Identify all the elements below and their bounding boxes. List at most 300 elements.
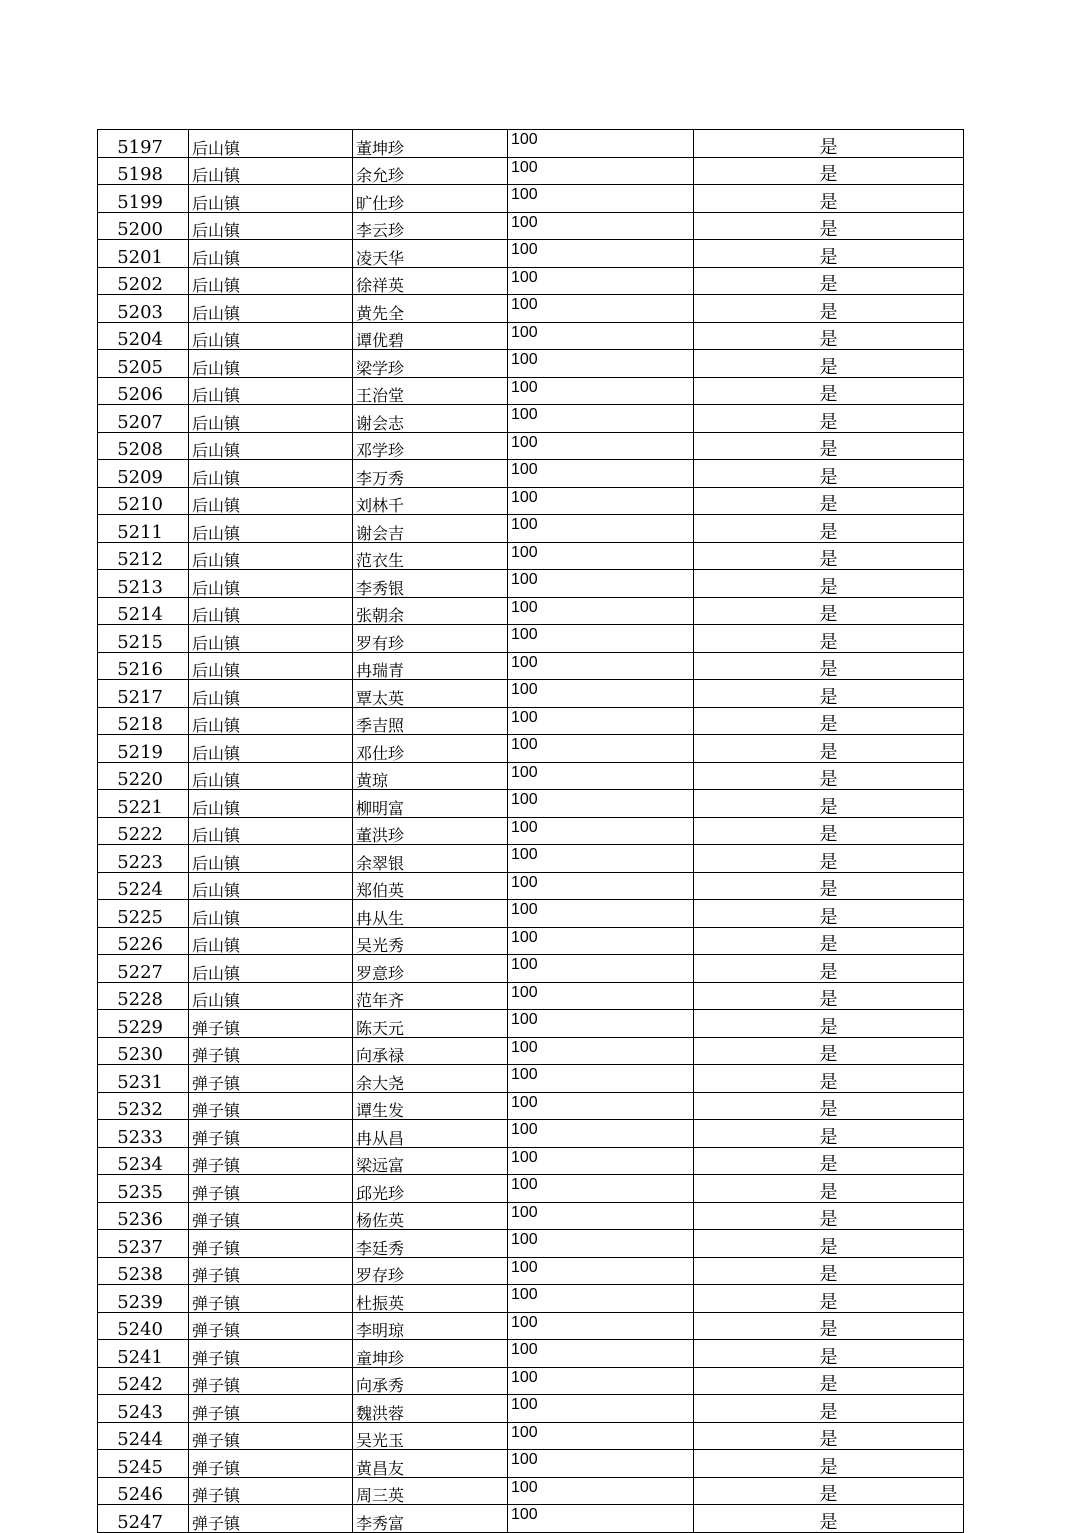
row-number-cell: 5198	[98, 157, 189, 185]
status-cell: 是	[694, 377, 964, 405]
table-row	[98, 267, 964, 295]
person-name-cell: 邓学珍	[353, 432, 508, 460]
row-number-cell: 5230	[98, 1037, 189, 1065]
person-name-cell: 邱光珍	[353, 1175, 508, 1203]
town-cell: 弹子镇	[189, 1367, 353, 1395]
town-cell: 后山镇	[189, 652, 353, 680]
row-number-cell: 5225	[98, 900, 189, 928]
row-number-cell: 5237	[98, 1230, 189, 1258]
town-cell: 弹子镇	[189, 1312, 353, 1340]
amount-cell: 100	[508, 927, 694, 955]
person-name-cell: 冉瑞青	[353, 652, 508, 680]
status-cell: 是	[694, 322, 964, 350]
row-number-cell: 5213	[98, 570, 189, 598]
row-number-cell: 5240	[98, 1312, 189, 1340]
person-name-cell: 余翠银	[353, 845, 508, 873]
row-number-cell: 5221	[98, 790, 189, 818]
table-row	[98, 460, 964, 488]
status-cell: 是	[694, 597, 964, 625]
table-row	[98, 652, 964, 680]
status-cell: 是	[694, 1230, 964, 1258]
row-number-cell: 5241	[98, 1340, 189, 1368]
amount-cell: 100	[508, 460, 694, 488]
status-cell: 是	[694, 927, 964, 955]
town-cell: 后山镇	[189, 487, 353, 515]
amount-cell: 100	[508, 1092, 694, 1120]
person-name-cell: 刘林千	[353, 487, 508, 515]
status-cell: 是	[694, 1395, 964, 1423]
amount-cell: 100	[508, 1147, 694, 1175]
town-cell: 后山镇	[189, 570, 353, 598]
status-cell: 是	[694, 982, 964, 1010]
table-row	[98, 130, 964, 158]
person-name-cell: 王治堂	[353, 377, 508, 405]
table-row	[98, 1010, 964, 1038]
table-row	[98, 322, 964, 350]
status-cell: 是	[694, 515, 964, 543]
status-cell: 是	[694, 955, 964, 983]
status-cell: 是	[694, 487, 964, 515]
row-number-cell: 5216	[98, 652, 189, 680]
row-number-cell: 5223	[98, 845, 189, 873]
amount-cell: 100	[508, 350, 694, 378]
town-cell: 弹子镇	[189, 1175, 353, 1203]
amount-cell: 100	[508, 130, 694, 158]
town-cell: 后山镇	[189, 845, 353, 873]
town-cell: 后山镇	[189, 130, 353, 158]
person-name-cell: 梁学珍	[353, 350, 508, 378]
table-row	[98, 295, 964, 323]
amount-cell: 100	[508, 1010, 694, 1038]
amount-cell: 100	[508, 1202, 694, 1230]
status-cell: 是	[694, 570, 964, 598]
person-name-cell: 吴光玉	[353, 1422, 508, 1450]
table-row	[98, 845, 964, 873]
amount-cell: 100	[508, 900, 694, 928]
person-name-cell: 冉从昌	[353, 1120, 508, 1148]
status-cell: 是	[694, 625, 964, 653]
amount-cell: 100	[508, 1505, 694, 1533]
table-row	[98, 1230, 964, 1258]
row-number-cell: 5210	[98, 487, 189, 515]
row-number-cell: 5246	[98, 1477, 189, 1505]
person-name-cell: 罗意珍	[353, 955, 508, 983]
person-name-cell: 向承禄	[353, 1037, 508, 1065]
status-cell: 是	[694, 130, 964, 158]
town-cell: 弹子镇	[189, 1257, 353, 1285]
person-name-cell: 李秀银	[353, 570, 508, 598]
town-cell: 弹子镇	[189, 1010, 353, 1038]
amount-cell: 100	[508, 762, 694, 790]
table-row	[98, 790, 964, 818]
person-name-cell: 邓仕珍	[353, 735, 508, 763]
table-row	[98, 185, 964, 213]
status-cell: 是	[694, 680, 964, 708]
town-cell: 后山镇	[189, 157, 353, 185]
row-number-cell: 5238	[98, 1257, 189, 1285]
amount-cell: 100	[508, 1120, 694, 1148]
town-cell: 后山镇	[189, 240, 353, 268]
status-cell: 是	[694, 460, 964, 488]
amount-cell: 100	[508, 240, 694, 268]
status-cell: 是	[694, 1505, 964, 1533]
person-name-cell: 陈天元	[353, 1010, 508, 1038]
row-number-cell: 5214	[98, 597, 189, 625]
person-name-cell: 季吉照	[353, 707, 508, 735]
town-cell: 弹子镇	[189, 1147, 353, 1175]
table-body	[98, 130, 964, 1533]
amount-cell: 100	[508, 1450, 694, 1478]
table-row	[98, 982, 964, 1010]
amount-cell: 100	[508, 1340, 694, 1368]
status-cell: 是	[694, 1257, 964, 1285]
row-number-cell: 5244	[98, 1422, 189, 1450]
person-name-cell: 黄昌友	[353, 1450, 508, 1478]
person-name-cell: 杨佐英	[353, 1202, 508, 1230]
amount-cell: 100	[508, 295, 694, 323]
table-row	[98, 680, 964, 708]
person-name-cell: 余允珍	[353, 157, 508, 185]
table-row	[98, 405, 964, 433]
town-cell: 后山镇	[189, 625, 353, 653]
table-row	[98, 157, 964, 185]
table-row	[98, 1477, 964, 1505]
town-cell: 弹子镇	[189, 1092, 353, 1120]
status-cell: 是	[694, 1092, 964, 1120]
table-row	[98, 487, 964, 515]
amount-cell: 100	[508, 680, 694, 708]
person-name-cell: 向承秀	[353, 1367, 508, 1395]
person-name-cell: 周三英	[353, 1477, 508, 1505]
row-number-cell: 5226	[98, 927, 189, 955]
amount-cell: 100	[508, 185, 694, 213]
status-cell: 是	[694, 157, 964, 185]
town-cell: 后山镇	[189, 680, 353, 708]
town-cell: 后山镇	[189, 542, 353, 570]
town-cell: 后山镇	[189, 212, 353, 240]
status-cell: 是	[694, 652, 964, 680]
amount-cell: 100	[508, 845, 694, 873]
table-row	[98, 1367, 964, 1395]
town-cell: 后山镇	[189, 460, 353, 488]
town-cell: 后山镇	[189, 900, 353, 928]
status-cell: 是	[694, 432, 964, 460]
person-name-cell: 李明琼	[353, 1312, 508, 1340]
amount-cell: 100	[508, 707, 694, 735]
status-cell: 是	[694, 735, 964, 763]
table-row	[98, 377, 964, 405]
status-cell: 是	[694, 542, 964, 570]
status-cell: 是	[694, 1147, 964, 1175]
amount-cell: 100	[508, 597, 694, 625]
person-name-cell: 董洪珍	[353, 817, 508, 845]
table-row	[98, 707, 964, 735]
table-row	[98, 350, 964, 378]
person-name-cell: 李云珍	[353, 212, 508, 240]
row-number-cell: 5217	[98, 680, 189, 708]
town-cell: 后山镇	[189, 295, 353, 323]
person-name-cell: 李万秀	[353, 460, 508, 488]
amount-cell: 100	[508, 405, 694, 433]
person-name-cell: 凌天华	[353, 240, 508, 268]
person-name-cell: 李廷秀	[353, 1230, 508, 1258]
row-number-cell: 5199	[98, 185, 189, 213]
amount-cell: 100	[508, 1037, 694, 1065]
row-number-cell: 5232	[98, 1092, 189, 1120]
amount-cell: 100	[508, 1312, 694, 1340]
table-row	[98, 735, 964, 763]
row-number-cell: 5234	[98, 1147, 189, 1175]
amount-cell: 100	[508, 377, 694, 405]
table-row	[98, 432, 964, 460]
amount-cell: 100	[508, 267, 694, 295]
town-cell: 后山镇	[189, 927, 353, 955]
row-number-cell: 5211	[98, 515, 189, 543]
row-number-cell: 5222	[98, 817, 189, 845]
amount-cell: 100	[508, 652, 694, 680]
table-row	[98, 1202, 964, 1230]
amount-cell: 100	[508, 570, 694, 598]
status-cell: 是	[694, 240, 964, 268]
table-row	[98, 1312, 964, 1340]
status-cell: 是	[694, 817, 964, 845]
status-cell: 是	[694, 1010, 964, 1038]
row-number-cell: 5202	[98, 267, 189, 295]
row-number-cell: 5200	[98, 212, 189, 240]
row-number-cell: 5235	[98, 1175, 189, 1203]
row-number-cell: 5236	[98, 1202, 189, 1230]
table-row	[98, 542, 964, 570]
person-name-cell: 童坤珍	[353, 1340, 508, 1368]
table-row	[98, 1505, 964, 1533]
row-number-cell: 5215	[98, 625, 189, 653]
row-number-cell: 5197	[98, 130, 189, 158]
person-name-cell: 旷仕珍	[353, 185, 508, 213]
table-row	[98, 515, 964, 543]
status-cell: 是	[694, 350, 964, 378]
person-name-cell: 吴光秀	[353, 927, 508, 955]
town-cell: 后山镇	[189, 515, 353, 543]
amount-cell: 100	[508, 212, 694, 240]
town-cell: 弹子镇	[189, 1065, 353, 1093]
row-number-cell: 5242	[98, 1367, 189, 1395]
table-row	[98, 240, 964, 268]
town-cell: 弹子镇	[189, 1477, 353, 1505]
status-cell: 是	[694, 900, 964, 928]
table-row	[98, 1175, 964, 1203]
table-row	[98, 762, 964, 790]
town-cell: 后山镇	[189, 377, 353, 405]
person-name-cell: 范年齐	[353, 982, 508, 1010]
amount-cell: 100	[508, 1422, 694, 1450]
person-name-cell: 范衣生	[353, 542, 508, 570]
town-cell: 后山镇	[189, 817, 353, 845]
amount-cell: 100	[508, 322, 694, 350]
row-number-cell: 5233	[98, 1120, 189, 1148]
person-name-cell: 谭生发	[353, 1092, 508, 1120]
status-cell: 是	[694, 762, 964, 790]
person-name-cell: 杜振英	[353, 1285, 508, 1313]
person-name-cell: 徐祥英	[353, 267, 508, 295]
table-row	[98, 597, 964, 625]
amount-cell: 100	[508, 1257, 694, 1285]
town-cell: 后山镇	[189, 955, 353, 983]
row-number-cell: 5205	[98, 350, 189, 378]
amount-cell: 100	[508, 982, 694, 1010]
amount-cell: 100	[508, 1395, 694, 1423]
status-cell: 是	[694, 1422, 964, 1450]
table-row	[98, 817, 964, 845]
town-cell: 弹子镇	[189, 1120, 353, 1148]
row-number-cell: 5209	[98, 460, 189, 488]
person-name-cell: 罗存珍	[353, 1257, 508, 1285]
person-name-cell: 谢会吉	[353, 515, 508, 543]
person-name-cell: 梁远富	[353, 1147, 508, 1175]
row-number-cell: 5224	[98, 872, 189, 900]
amount-cell: 100	[508, 872, 694, 900]
town-cell: 弹子镇	[189, 1285, 353, 1313]
amount-cell: 100	[508, 1477, 694, 1505]
town-cell: 弹子镇	[189, 1395, 353, 1423]
amount-cell: 100	[508, 625, 694, 653]
table-row	[98, 625, 964, 653]
row-number-cell: 5204	[98, 322, 189, 350]
table-row	[98, 1395, 964, 1423]
table-row	[98, 1340, 964, 1368]
row-number-cell: 5220	[98, 762, 189, 790]
amount-cell: 100	[508, 817, 694, 845]
table-row	[98, 1422, 964, 1450]
amount-cell: 100	[508, 157, 694, 185]
status-cell: 是	[694, 185, 964, 213]
town-cell: 弹子镇	[189, 1202, 353, 1230]
status-cell: 是	[694, 1120, 964, 1148]
table-row	[98, 955, 964, 983]
person-name-cell: 黄先全	[353, 295, 508, 323]
status-cell: 是	[694, 1340, 964, 1368]
table-row	[98, 1037, 964, 1065]
row-number-cell: 5212	[98, 542, 189, 570]
amount-cell: 100	[508, 542, 694, 570]
status-cell: 是	[694, 790, 964, 818]
person-name-cell: 魏洪蓉	[353, 1395, 508, 1423]
amount-cell: 100	[508, 1175, 694, 1203]
table-row	[98, 570, 964, 598]
table-row	[98, 927, 964, 955]
status-cell: 是	[694, 707, 964, 735]
town-cell: 后山镇	[189, 762, 353, 790]
person-name-cell: 张朝余	[353, 597, 508, 625]
person-name-cell: 冉从生	[353, 900, 508, 928]
town-cell: 弹子镇	[189, 1450, 353, 1478]
row-number-cell: 5243	[98, 1395, 189, 1423]
amount-cell: 100	[508, 790, 694, 818]
town-cell: 后山镇	[189, 350, 353, 378]
town-cell: 弹子镇	[189, 1422, 353, 1450]
person-name-cell: 谭优碧	[353, 322, 508, 350]
table-row	[98, 212, 964, 240]
table-row	[98, 1092, 964, 1120]
data-table	[97, 129, 964, 1533]
table-row	[98, 1147, 964, 1175]
person-name-cell: 罗有珍	[353, 625, 508, 653]
amount-cell: 100	[508, 1230, 694, 1258]
row-number-cell: 5245	[98, 1450, 189, 1478]
status-cell: 是	[694, 267, 964, 295]
town-cell: 后山镇	[189, 707, 353, 735]
town-cell: 弹子镇	[189, 1340, 353, 1368]
row-number-cell: 5239	[98, 1285, 189, 1313]
status-cell: 是	[694, 1450, 964, 1478]
town-cell: 弹子镇	[189, 1505, 353, 1533]
status-cell: 是	[694, 1065, 964, 1093]
amount-cell: 100	[508, 1065, 694, 1093]
town-cell: 后山镇	[189, 185, 353, 213]
table-row	[98, 1450, 964, 1478]
town-cell: 后山镇	[189, 872, 353, 900]
status-cell: 是	[694, 295, 964, 323]
row-number-cell: 5228	[98, 982, 189, 1010]
person-name-cell: 覃太英	[353, 680, 508, 708]
row-number-cell: 5208	[98, 432, 189, 460]
table-row	[98, 900, 964, 928]
person-name-cell: 董坤珍	[353, 130, 508, 158]
row-number-cell: 5231	[98, 1065, 189, 1093]
row-number-cell: 5247	[98, 1505, 189, 1533]
status-cell: 是	[694, 1312, 964, 1340]
status-cell: 是	[694, 1175, 964, 1203]
status-cell: 是	[694, 1202, 964, 1230]
amount-cell: 100	[508, 515, 694, 543]
row-number-cell: 5207	[98, 405, 189, 433]
town-cell: 后山镇	[189, 735, 353, 763]
status-cell: 是	[694, 845, 964, 873]
table-row	[98, 872, 964, 900]
row-number-cell: 5219	[98, 735, 189, 763]
table-row	[98, 1285, 964, 1313]
town-cell: 后山镇	[189, 405, 353, 433]
status-cell: 是	[694, 872, 964, 900]
town-cell: 后山镇	[189, 267, 353, 295]
row-number-cell: 5229	[98, 1010, 189, 1038]
town-cell: 后山镇	[189, 322, 353, 350]
amount-cell: 100	[508, 735, 694, 763]
row-number-cell: 5227	[98, 955, 189, 983]
row-number-cell: 5206	[98, 377, 189, 405]
table-row	[98, 1257, 964, 1285]
status-cell: 是	[694, 1477, 964, 1505]
row-number-cell: 5218	[98, 707, 189, 735]
amount-cell: 100	[508, 432, 694, 460]
status-cell: 是	[694, 1285, 964, 1313]
town-cell: 后山镇	[189, 982, 353, 1010]
amount-cell: 100	[508, 1285, 694, 1313]
person-name-cell: 柳明富	[353, 790, 508, 818]
person-name-cell: 李秀富	[353, 1505, 508, 1533]
status-cell: 是	[694, 212, 964, 240]
amount-cell: 100	[508, 1367, 694, 1395]
person-name-cell: 谢会志	[353, 405, 508, 433]
amount-cell: 100	[508, 487, 694, 515]
town-cell: 弹子镇	[189, 1037, 353, 1065]
amount-cell: 100	[508, 955, 694, 983]
status-cell: 是	[694, 1037, 964, 1065]
table-row	[98, 1065, 964, 1093]
person-name-cell: 余大尧	[353, 1065, 508, 1093]
person-name-cell: 郑伯英	[353, 872, 508, 900]
town-cell: 弹子镇	[189, 1230, 353, 1258]
status-cell: 是	[694, 1367, 964, 1395]
